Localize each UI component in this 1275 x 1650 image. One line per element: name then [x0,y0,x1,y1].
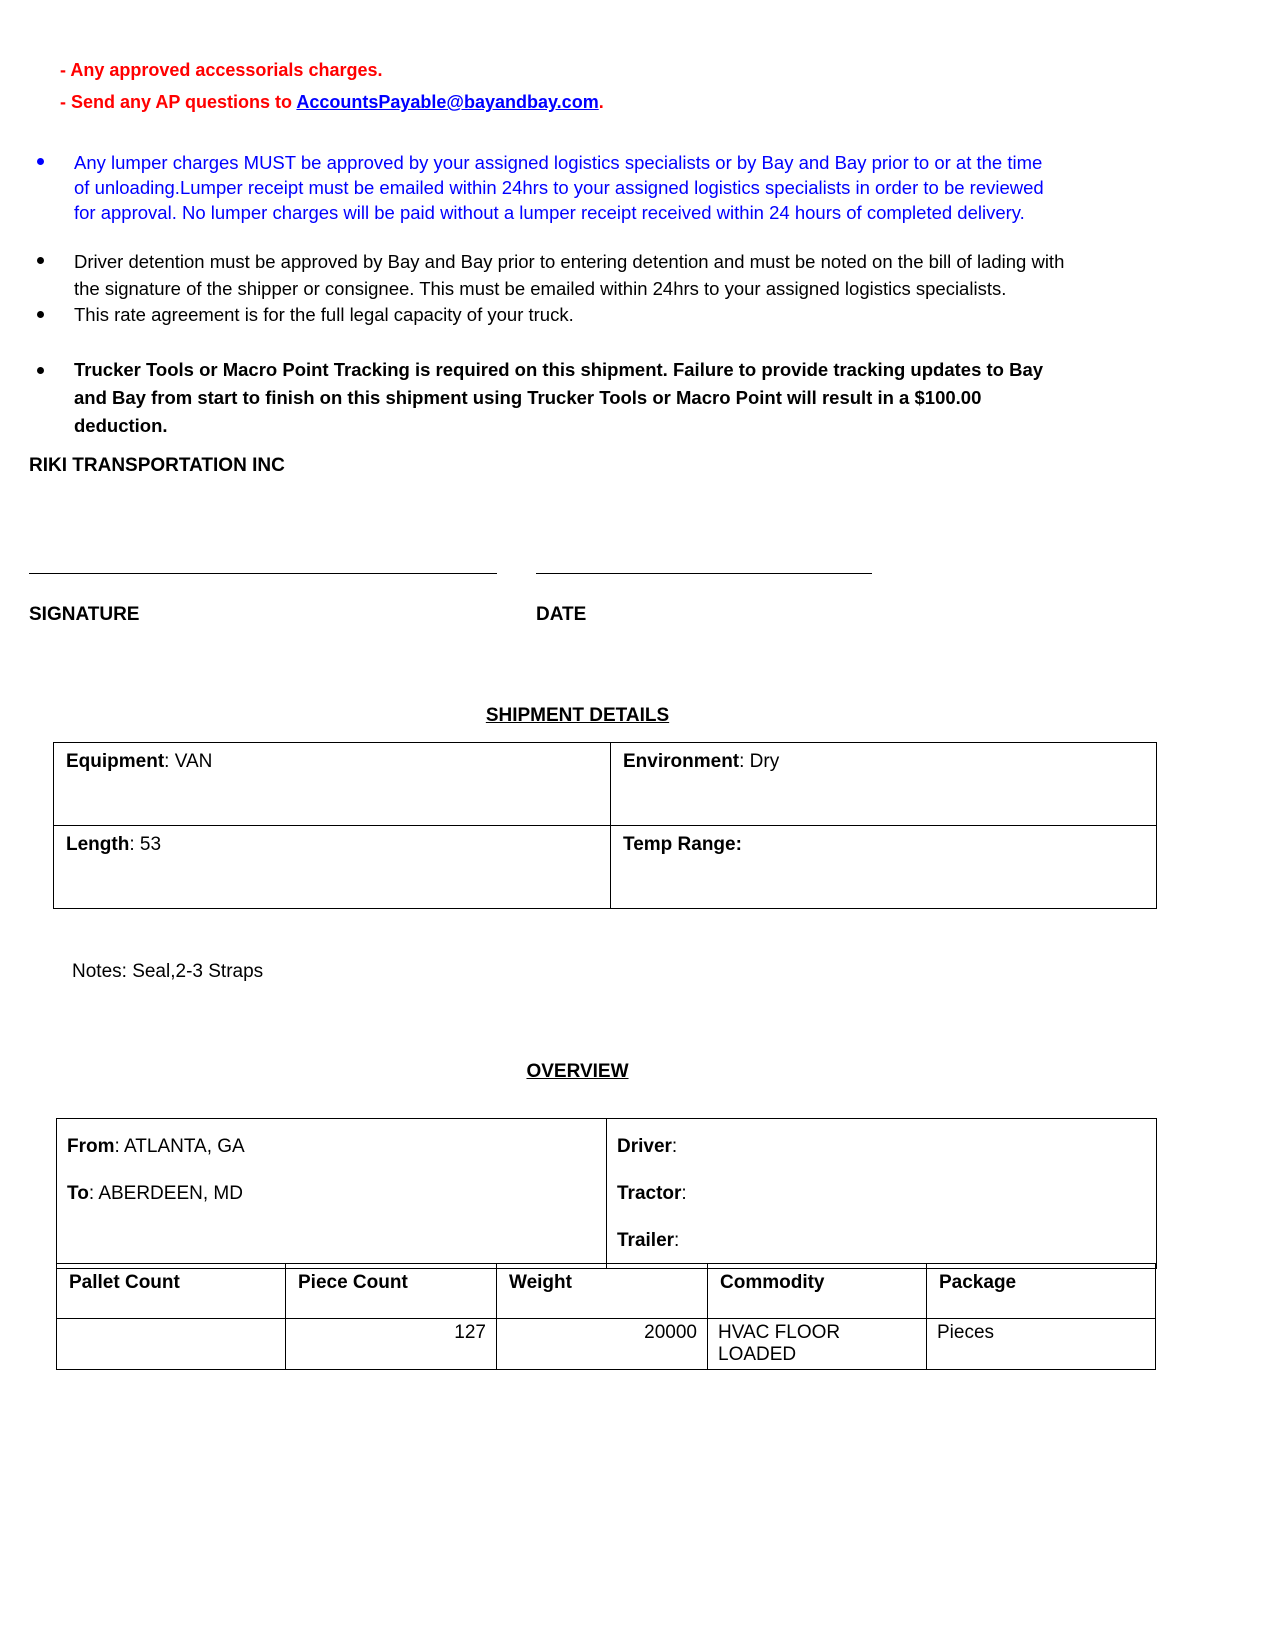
bullet-icon [37,311,44,318]
to-value: : ABERDEEN, MD [88,1183,243,1204]
environment-label: Environment [623,751,740,772]
commodity-cell: HVAC FLOOR LOADED [708,1319,927,1370]
equipment-value: : VAN [164,751,213,772]
ap-questions-suffix: . [598,92,604,112]
bullet-icon [37,158,44,165]
trailer-colon: : [674,1230,680,1251]
tractor-label: Tractor [617,1183,682,1204]
driver-label: Driver [617,1136,672,1157]
ap-questions-prefix: - Send any AP questions to [60,92,297,112]
driver-cell [607,1119,1157,1269]
length-cell [54,826,611,909]
temp-range-label: Temp Range: [623,834,742,855]
shipment-details-title: SHIPMENT DETAILS [485,705,670,726]
column-header: Commodity [708,1264,927,1319]
environment-cell [611,743,1157,826]
column-header: Package [927,1264,1156,1319]
detention-bullet: Driver detention must be approved by Bay and Bay prior to entering detention and must be noted on the bill of lading with the signature of the shipper or consignee. This must be emailed within 24hrs to your assigned logistics specialists. [74,251,1065,299]
date-label: DATE [536,604,587,625]
bullet-icon [37,367,44,374]
piece-count-cell: 127 [286,1319,497,1370]
tracking-bullet: Trucker Tools or Macro Point Tracking is required on this shipment. Failure to provide tracking updates to Bay and Bay from start to finish on this shipment using Trucker Tools or Macro Point will result in a $100.00 deduction. [74,359,1044,436]
equipment-cell [54,743,611,826]
overview-cargo-table [56,1263,1156,1370]
signature-line [29,573,497,574]
weight-cell: 20000 [497,1319,708,1370]
driver-colon: : [671,1136,678,1157]
table-row [57,1319,1156,1370]
signature-label: SIGNATURE [29,604,140,625]
column-header: Weight [497,1264,708,1319]
overview-route-table [56,1118,1157,1269]
temp-range-cell [611,826,1157,909]
length-value: : 53 [129,834,162,855]
trailer-label: Trailer [617,1230,675,1251]
lumper-bullet: Any lumper charges MUST be approved by your assigned logistics specialists or by Bay and Bay prior to or at the time of unloading.Lumper receipt must be emailed within 24hrs to your assigned logistics specialists in order to be reviewed for approval. No lumper charges will be paid without a lumper receipt received within 24 hours of completed delivery. [74,152,1044,223]
from-line [67,1123,596,1170]
to-line [67,1170,596,1217]
bullet-icon [37,257,44,264]
length-label: Length [66,834,130,855]
driver-line [617,1123,1146,1170]
ap-questions-note [60,92,604,113]
pallet-count-cell [57,1319,286,1370]
tractor-line [617,1170,1146,1217]
overview-title: OVERVIEW [526,1061,629,1082]
equipment-label: Equipment [66,751,165,772]
package-cell: Pieces [927,1319,1156,1370]
route-cell [57,1119,607,1269]
column-header: Piece Count [286,1264,497,1319]
trailer-line [617,1217,1146,1264]
to-label: To [67,1183,89,1204]
accessorials-note: - Any approved accessorials charges. [60,60,383,80]
shipment-details-table [53,742,1157,909]
from-label: From [67,1136,115,1157]
column-header: Pallet Count [57,1264,286,1319]
shipment-notes: Notes: Seal,2-3 Straps [72,961,264,982]
ap-email-link[interactable]: AccountsPayable@bayandbay.com [296,92,599,112]
date-line [536,573,872,574]
carrier-name: RIKI TRANSPORTATION INC [29,455,285,476]
from-value: : ATLANTA, GA [114,1136,245,1157]
tractor-colon: : [681,1183,687,1204]
capacity-bullet: This rate agreement is for the full legal capacity of your truck. [74,304,574,325]
environment-value: : Dry [739,751,780,772]
